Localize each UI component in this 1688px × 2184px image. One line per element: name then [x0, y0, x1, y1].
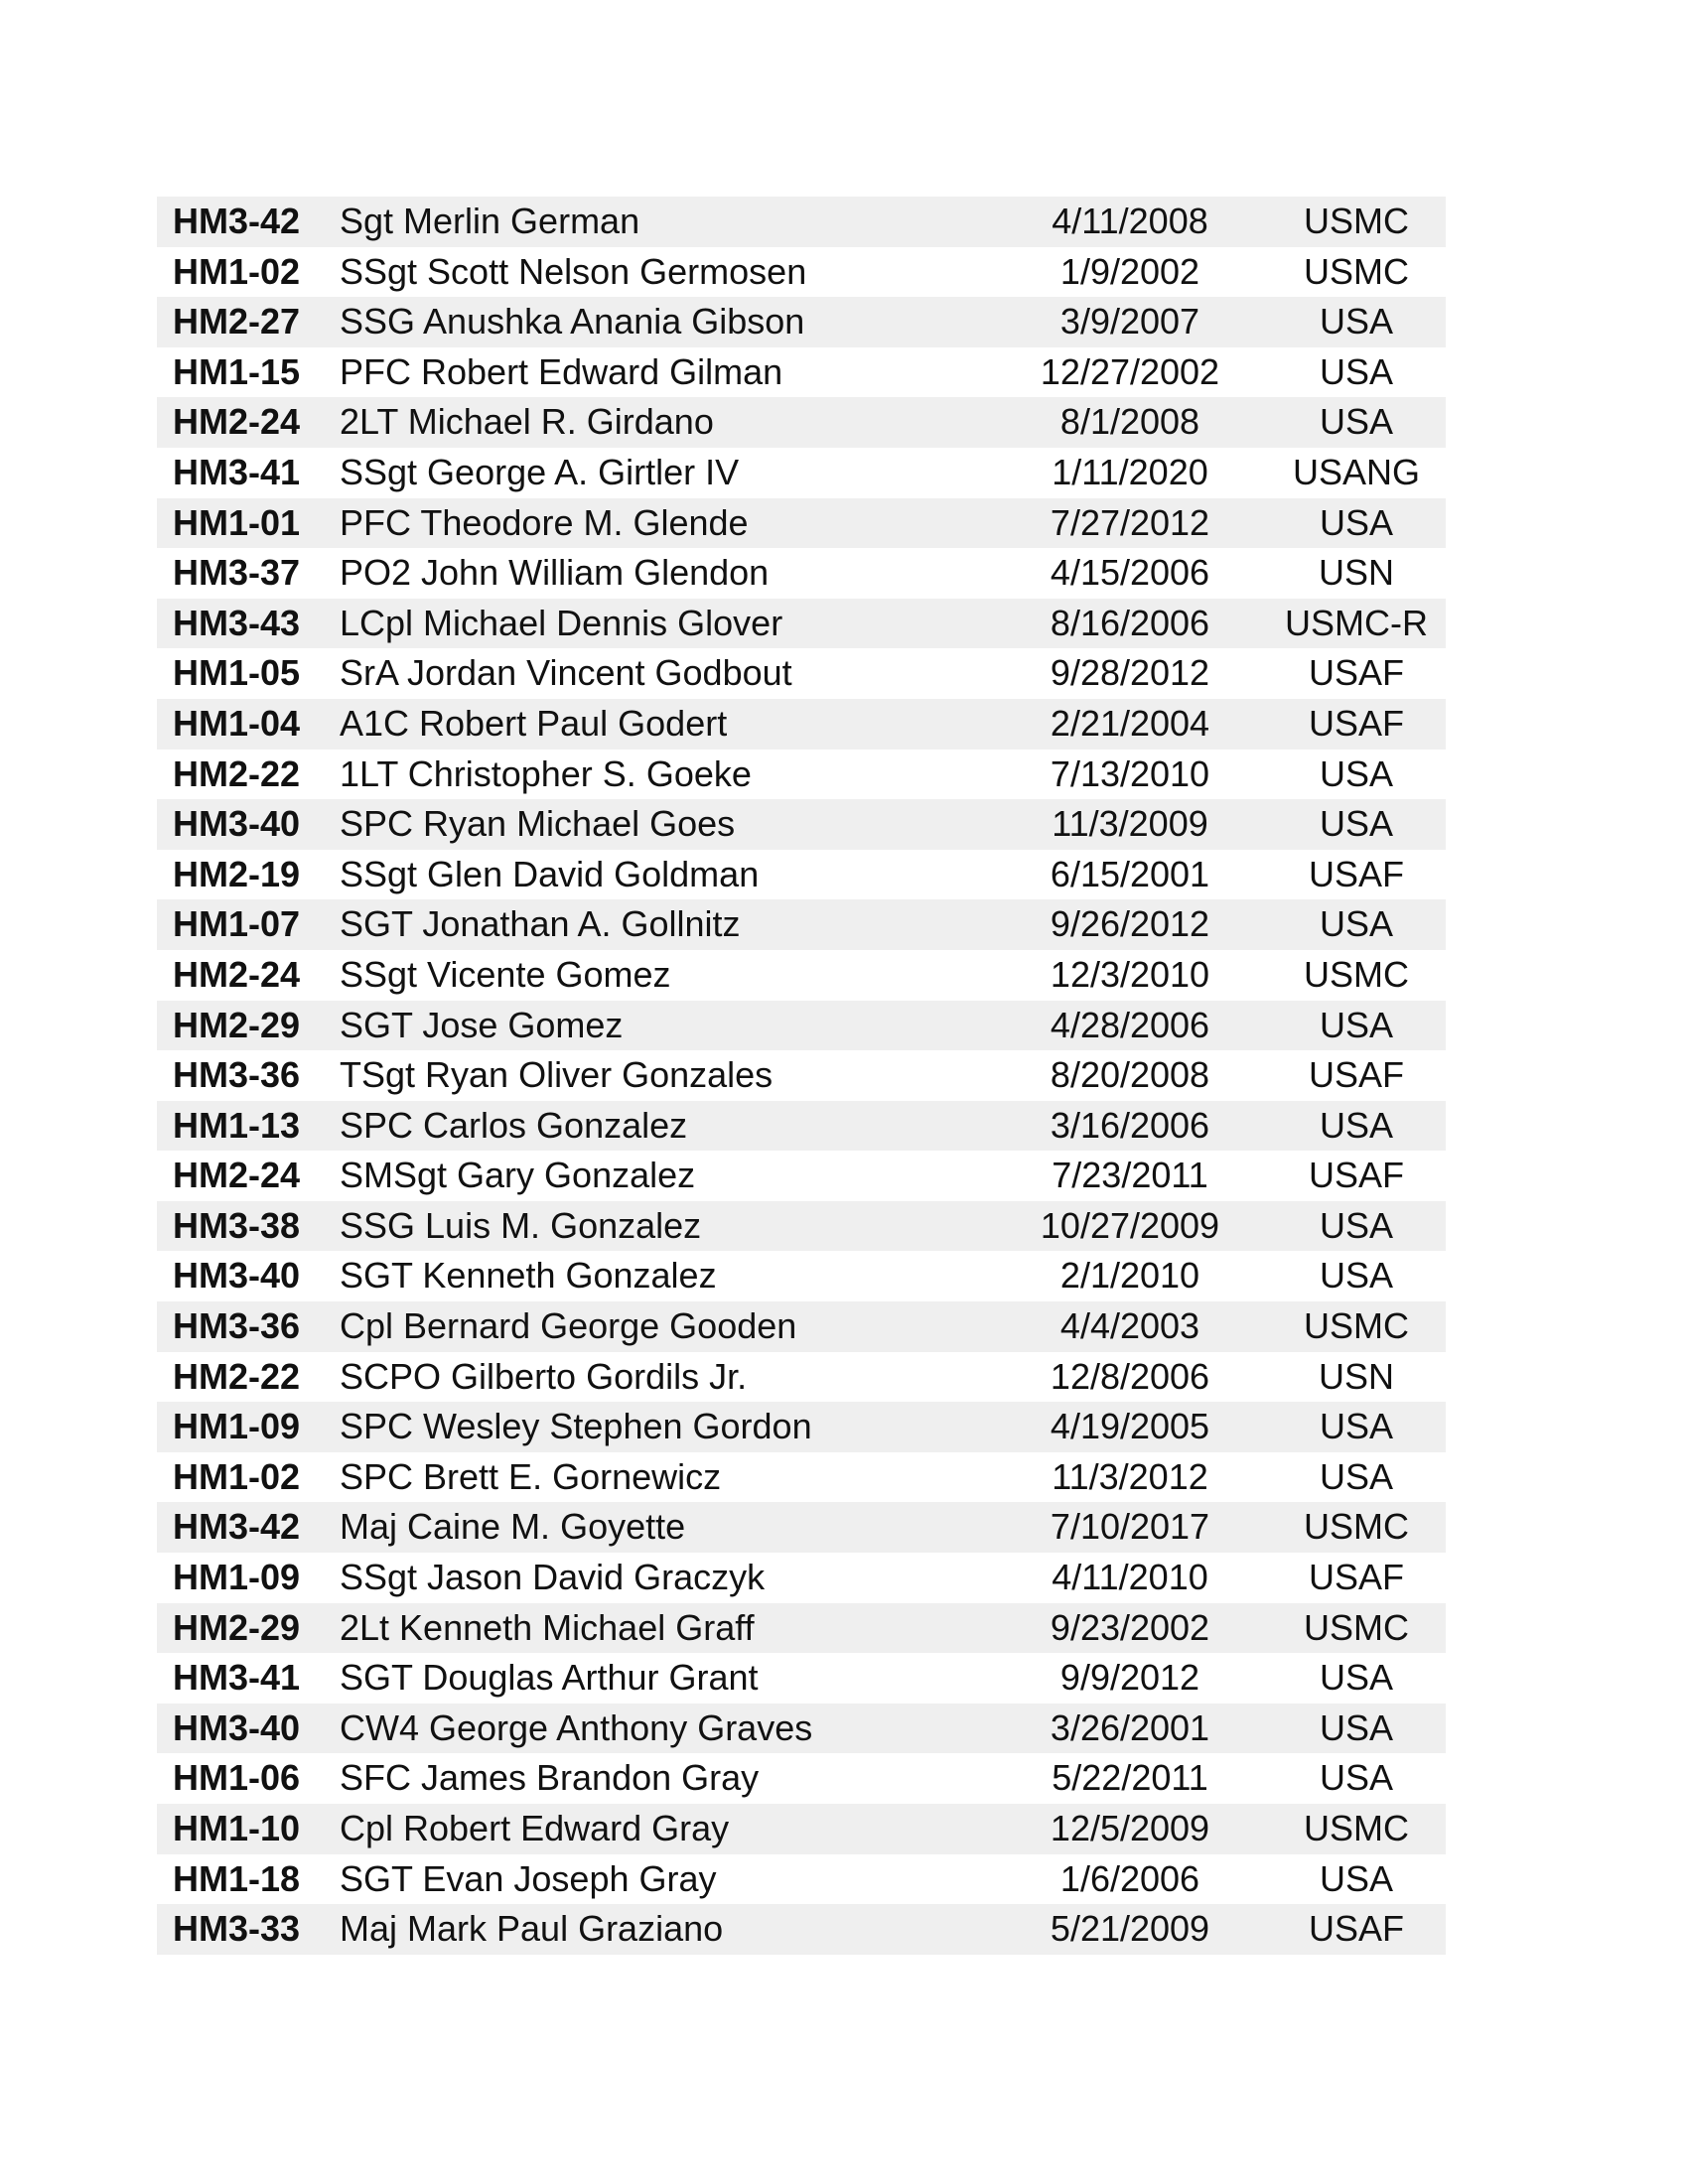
name-cell: CW4 George Anthony Graves	[340, 1706, 813, 1748]
branch-cell: USMC	[1304, 953, 1409, 995]
table-row	[157, 750, 1446, 800]
marker-cell: HM3-40	[173, 803, 301, 845]
table-row	[157, 648, 1446, 699]
table-row	[157, 1352, 1446, 1403]
branch-cell: USA	[1319, 1104, 1394, 1146]
date-cell: 8/16/2006	[1050, 602, 1210, 643]
branch-cell: USAF	[1308, 1155, 1404, 1196]
table-row	[157, 1854, 1446, 1905]
date-cell: 12/27/2002	[1040, 350, 1220, 392]
table-row	[157, 197, 1446, 247]
marker-cell: HM1-15	[173, 350, 301, 392]
date-cell: 12/3/2010	[1050, 953, 1210, 995]
name-cell: SGT Jonathan A. Gollnitz	[340, 903, 741, 945]
date-cell: 11/3/2012	[1052, 1455, 1208, 1497]
date-cell: 2/21/2004	[1050, 702, 1210, 744]
branch-cell: USMC	[1304, 201, 1409, 241]
branch-cell: USA	[1319, 401, 1394, 443]
name-cell: SPC Wesley Stephen Gordon	[340, 1406, 812, 1447]
marker-cell: HM1-09	[173, 1557, 301, 1598]
name-cell: SSgt Scott Nelson Germosen	[340, 250, 807, 292]
branch-cell: USA	[1319, 752, 1394, 794]
name-cell: Maj Caine M. Goyette	[340, 1506, 686, 1548]
date-cell: 8/20/2008	[1050, 1054, 1210, 1096]
date-cell: 10/27/2009	[1040, 1204, 1220, 1246]
name-cell: SSG Luis M. Gonzalez	[340, 1204, 702, 1246]
name-cell: 1LT Christopher S. Goeke	[340, 752, 752, 794]
date-cell: 3/16/2006	[1050, 1104, 1210, 1146]
table-row	[157, 347, 1446, 398]
marker-cell: HM1-04	[173, 702, 301, 744]
marker-cell: HM2-24	[173, 1155, 301, 1196]
table-row	[157, 799, 1446, 850]
date-cell: 6/15/2001	[1050, 853, 1210, 894]
date-cell: 9/23/2002	[1050, 1606, 1210, 1648]
table-row	[157, 247, 1446, 298]
marker-cell: HM3-38	[173, 1204, 301, 1246]
branch-cell: USAF	[1308, 652, 1404, 694]
table-row	[157, 1201, 1446, 1252]
date-cell: 2/1/2010	[1059, 1255, 1200, 1297]
marker-cell: HM3-40	[173, 1706, 301, 1748]
table-row	[157, 1704, 1446, 1754]
branch-cell: USA	[1319, 1455, 1394, 1497]
name-cell: LCpl Michael Dennis Glover	[340, 602, 783, 643]
name-cell: SMSgt Gary Gonzalez	[340, 1155, 696, 1196]
name-cell: SGT Jose Gomez	[340, 1004, 624, 1045]
name-cell: PO2 John William Glendon	[340, 552, 770, 594]
marker-cell: HM2-27	[173, 301, 301, 342]
marker-cell: HM1-06	[173, 1757, 301, 1799]
branch-cell: USA	[1319, 501, 1394, 543]
branch-cell: USN	[1318, 1355, 1394, 1397]
marker-cell: HM3-36	[173, 1305, 301, 1347]
branch-cell: USAF	[1308, 1908, 1404, 1950]
marker-cell: HM3-37	[173, 552, 301, 594]
name-cell: SCPO Gilberto Gordils Jr.	[340, 1355, 748, 1397]
marker-cell: HM1-07	[173, 903, 301, 945]
date-cell: 1/9/2002	[1059, 250, 1200, 292]
marker-cell: HM3-42	[173, 201, 301, 241]
name-cell: SPC Ryan Michael Goes	[340, 803, 736, 845]
table-row	[157, 850, 1446, 900]
table-row	[157, 1904, 1446, 1955]
branch-cell: USN	[1318, 552, 1394, 594]
marker-cell: HM1-18	[173, 1857, 301, 1899]
branch-cell: USMC	[1304, 1506, 1409, 1548]
date-cell: 7/10/2017	[1050, 1506, 1210, 1548]
date-cell: 11/3/2009	[1052, 803, 1208, 845]
name-cell: SSgt Jason David Graczyk	[340, 1557, 766, 1598]
branch-cell: USAF	[1308, 1557, 1404, 1598]
marker-cell: HM1-01	[173, 501, 301, 543]
date-cell: 4/4/2003	[1059, 1305, 1200, 1347]
marker-cell: HM3-41	[173, 451, 301, 492]
name-cell: SPC Carlos Gonzalez	[340, 1104, 688, 1146]
name-cell: A1C Robert Paul Godert	[340, 702, 728, 744]
name-cell: SGT Kenneth Gonzalez	[340, 1255, 717, 1297]
marker-cell: HM2-22	[173, 752, 301, 794]
branch-cell: USA	[1319, 1255, 1394, 1297]
table-row	[157, 1151, 1446, 1201]
branch-cell: USA	[1319, 803, 1394, 845]
table-row	[157, 1050, 1446, 1101]
marker-cell: HM1-02	[173, 250, 301, 292]
date-cell: 12/8/2006	[1050, 1355, 1210, 1397]
date-cell: 7/13/2010	[1050, 752, 1210, 794]
marker-cell: HM3-41	[173, 1657, 301, 1699]
date-cell: 4/15/2006	[1050, 552, 1210, 594]
branch-cell: USMC	[1304, 250, 1409, 292]
branch-cell: USMC	[1304, 1305, 1409, 1347]
name-cell: SSgt Glen David Goldman	[340, 853, 760, 894]
name-cell: SSG Anushka Anania Gibson	[340, 301, 805, 342]
marker-cell: HM2-24	[173, 953, 301, 995]
marker-cell: HM1-09	[173, 1406, 301, 1447]
branch-cell: USA	[1319, 1657, 1394, 1699]
date-cell: 3/26/2001	[1050, 1706, 1210, 1748]
marker-cell: HM3-36	[173, 1054, 301, 1096]
branch-cell: USAF	[1308, 702, 1404, 744]
date-cell: 4/19/2005	[1050, 1406, 1210, 1447]
date-cell: 3/9/2007	[1059, 301, 1200, 342]
marker-cell: HM3-40	[173, 1255, 301, 1297]
date-cell: 4/28/2006	[1050, 1004, 1210, 1045]
table-row	[157, 950, 1446, 1001]
table-row	[157, 599, 1446, 649]
marker-cell: HM3-42	[173, 1506, 301, 1548]
table-row	[157, 899, 1446, 950]
marker-cell: HM2-19	[173, 853, 301, 894]
table-row	[157, 699, 1446, 750]
name-cell: SGT Evan Joseph Gray	[340, 1857, 717, 1899]
name-cell: SSgt Vicente Gomez	[340, 953, 671, 995]
branch-cell: USA	[1319, 903, 1394, 945]
table-row	[157, 1653, 1446, 1704]
name-cell: 2Lt Kenneth Michael Graff	[340, 1606, 755, 1648]
table-row	[157, 1251, 1446, 1301]
name-cell: 2LT Michael R. Girdano	[340, 401, 714, 443]
table-row	[157, 1402, 1446, 1452]
branch-cell: USA	[1319, 1406, 1394, 1447]
marker-cell: HM3-43	[173, 602, 301, 643]
name-cell: Maj Mark Paul Graziano	[340, 1908, 724, 1950]
table-row	[157, 498, 1446, 549]
date-cell: 8/1/2008	[1059, 401, 1200, 443]
date-cell: 5/21/2009	[1050, 1908, 1210, 1950]
table-row	[157, 397, 1446, 448]
marker-cell: HM2-29	[173, 1004, 301, 1045]
name-cell: TSgt Ryan Oliver Gonzales	[340, 1054, 774, 1096]
date-cell: 5/22/2011	[1052, 1757, 1208, 1799]
name-cell: PFC Theodore M. Glende	[340, 501, 749, 543]
branch-cell: USMC-R	[1285, 602, 1428, 643]
marker-cell: HM2-22	[173, 1355, 301, 1397]
table-row	[157, 1101, 1446, 1152]
table-row	[157, 1452, 1446, 1503]
branch-cell: USA	[1319, 1857, 1394, 1899]
table-row	[157, 1603, 1446, 1654]
table-row	[157, 1553, 1446, 1603]
branch-cell: USAF	[1308, 1054, 1404, 1096]
name-cell: Cpl Robert Edward Gray	[340, 1808, 730, 1848]
name-cell: SrA Jordan Vincent Godbout	[340, 652, 792, 694]
table-row	[157, 297, 1446, 347]
date-cell: 9/28/2012	[1050, 652, 1210, 694]
name-cell: SGT Douglas Arthur Grant	[340, 1657, 759, 1699]
name-cell: SPC Brett E. Gornewicz	[340, 1455, 722, 1497]
branch-cell: USAF	[1308, 853, 1404, 894]
marker-cell: HM2-29	[173, 1606, 301, 1648]
branch-cell: USA	[1319, 350, 1394, 392]
name-cell: PFC Robert Edward Gilman	[340, 350, 783, 392]
table-row	[157, 1502, 1446, 1553]
branch-cell: USMC	[1304, 1606, 1409, 1648]
date-cell: 1/11/2020	[1052, 451, 1208, 492]
branch-cell: USMC	[1304, 1808, 1409, 1848]
branch-cell: USA	[1319, 1757, 1394, 1799]
branch-cell: USA	[1319, 1004, 1394, 1045]
branch-cell: USA	[1319, 301, 1394, 342]
date-cell: 12/5/2009	[1050, 1808, 1210, 1848]
name-cell: SSgt George A. Girtler IV	[340, 451, 740, 492]
branch-cell: USA	[1319, 1706, 1394, 1748]
date-cell: 9/9/2012	[1059, 1657, 1200, 1699]
marker-cell: HM3-33	[173, 1908, 301, 1950]
marker-cell: HM2-24	[173, 401, 301, 443]
date-cell: 7/23/2011	[1052, 1155, 1208, 1196]
table-row	[157, 1804, 1446, 1854]
date-cell: 7/27/2012	[1050, 501, 1210, 543]
table-row	[157, 1001, 1446, 1051]
marker-cell: HM1-02	[173, 1455, 301, 1497]
table-row	[157, 1753, 1446, 1804]
marker-cell: HM1-13	[173, 1104, 301, 1146]
name-cell: Sgt Merlin German	[340, 201, 640, 241]
table-row	[157, 448, 1446, 498]
name-cell: SFC James Brandon Gray	[340, 1757, 760, 1799]
branch-cell: USANG	[1292, 451, 1421, 492]
honor-roster-table	[157, 197, 1446, 1955]
marker-cell: HM1-05	[173, 652, 301, 694]
marker-cell: HM1-10	[173, 1808, 301, 1848]
table-row	[157, 1301, 1446, 1352]
branch-cell: USA	[1319, 1204, 1394, 1246]
date-cell: 4/11/2008	[1052, 201, 1208, 241]
date-cell: 1/6/2006	[1059, 1857, 1200, 1899]
name-cell: Cpl Bernard George Gooden	[340, 1305, 797, 1347]
date-cell: 4/11/2010	[1052, 1557, 1208, 1598]
table-row	[157, 548, 1446, 599]
date-cell: 9/26/2012	[1050, 903, 1210, 945]
